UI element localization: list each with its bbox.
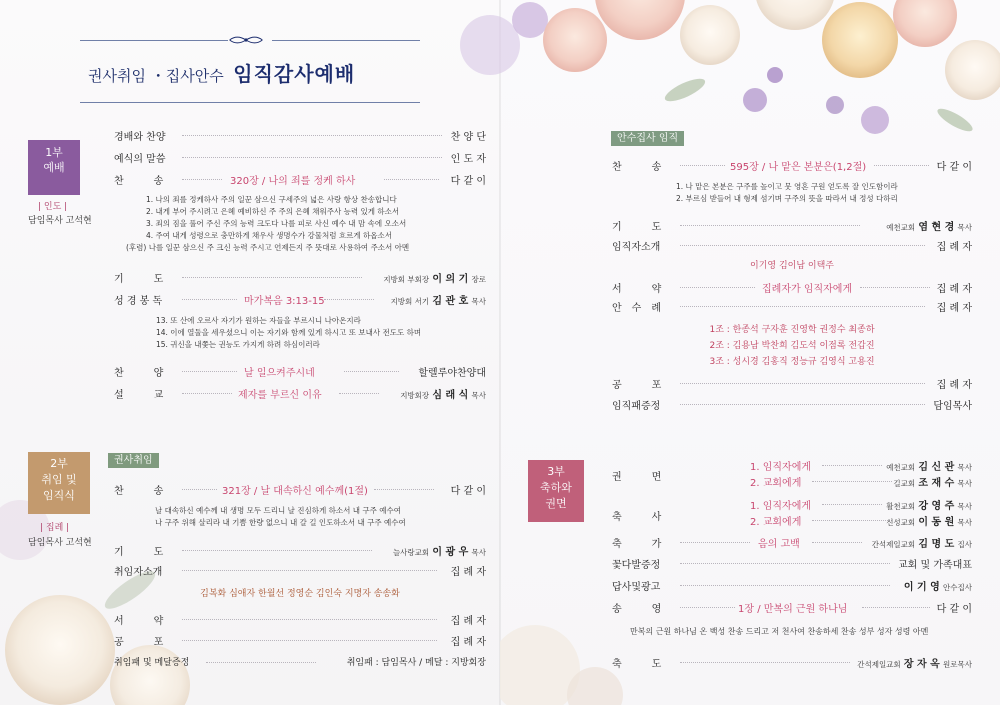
- leader-dots: [680, 563, 890, 564]
- row-label: 예식의 말씀: [114, 154, 166, 165]
- row-label: 취임패 및 메달증정: [114, 658, 190, 668]
- leader-dots: [860, 287, 930, 288]
- row-label: 공 포: [612, 380, 662, 391]
- leader-dots: [680, 585, 890, 586]
- row-sermon: 제자를 부르신 이유: [238, 390, 322, 401]
- leader-dots: [822, 465, 882, 466]
- row-right: 지방회장 심 래 식 목사: [400, 390, 486, 401]
- leader-dots: [339, 393, 379, 394]
- leader-dots: [680, 662, 850, 663]
- row-label: 서 약: [612, 284, 662, 295]
- part1-leader: 담임목사 고석현: [28, 216, 92, 226]
- row-label: 취임자소개: [114, 567, 163, 578]
- row-song-title: 음의 고백: [758, 539, 800, 550]
- page-title: [88, 58, 418, 87]
- lyric-line: 1. 나 맡은 본분은 구주를 높이고 뭇 영혼 구원 얻도록 잘 인도함이라: [676, 182, 898, 191]
- title-rule-right: [272, 40, 420, 41]
- leader-dots: [182, 135, 442, 136]
- leader-dots: [182, 489, 217, 490]
- row-label: 기 도: [612, 222, 662, 233]
- hymn-lyrics: [155, 505, 406, 529]
- group-line: 1조 : 한종석 구자훈 진영학 권정수 최종하: [709, 325, 875, 335]
- leader-dots: [680, 607, 735, 608]
- flower-decoration-top-right: [455, 0, 1000, 150]
- part3-tab: 3부 축하와 권면: [528, 460, 584, 522]
- leader-dots: [182, 393, 232, 394]
- leader-dots: [182, 550, 372, 551]
- row-right: 다 같 이: [450, 176, 486, 187]
- part1-tab: 1부 예배: [28, 140, 80, 195]
- leader-dots: [822, 504, 882, 505]
- row-right: 다 같 이: [936, 604, 972, 615]
- program-row: [114, 172, 486, 186]
- row-right: 교회 및 가족대표: [898, 560, 972, 571]
- row-label: 기 도: [114, 547, 164, 558]
- row-label: 성 경 봉 독: [114, 296, 163, 307]
- row-congrat-1: 1. 임직자에게: [750, 501, 812, 512]
- row-right: 할렐루야찬양대: [418, 368, 486, 379]
- ordination-groups: [612, 322, 972, 370]
- leader-dots: [874, 165, 929, 166]
- program-row: [612, 238, 972, 252]
- leader-dots: [680, 225, 860, 226]
- part2-leader-tag: | 집례 |: [40, 523, 70, 533]
- program-row: [612, 578, 972, 592]
- row-right: 예천교회 염 현 경 목사: [886, 222, 972, 233]
- hymn-refrain: (후렴) 나를 일꾼 삼으신 주 크신 능력 주시고 언제든지 주 뜻대로 사용하여 주소서 아멘: [126, 243, 410, 252]
- row-label: 서 약: [114, 616, 164, 627]
- program-row: [114, 270, 486, 284]
- program-row: [114, 150, 486, 164]
- row-hymn: 595장 / 나 맡은 본분은(1,2절): [730, 162, 867, 173]
- title-ornament-icon: [228, 34, 264, 46]
- row-right: 활천교회 강 영 주 목사: [886, 501, 972, 512]
- scripture-line: 15. 귀신을 내쫓는 권능도 가지게 하려 하심이러라: [156, 340, 320, 349]
- leader-dots: [182, 619, 437, 620]
- leader-dots: [374, 489, 434, 490]
- program-row: [612, 158, 972, 172]
- row-right: 늘사랑교회 이 광 우 목사: [392, 547, 486, 558]
- row-label: 축 가: [612, 539, 662, 550]
- row-right: 간석제일교회 장 자 옥 원로목사: [857, 659, 972, 670]
- leader-dots: [182, 277, 362, 278]
- program-row: [612, 218, 972, 232]
- leader-dots: [182, 371, 237, 372]
- leader-dots: [812, 542, 862, 543]
- leader-dots: [182, 299, 237, 300]
- program-row: [114, 364, 486, 378]
- lyric-line: 2. 내게 부어 주시려고 은혜 예비하신 주 주의 은혜 채워주사 능력 있게 하소서: [146, 207, 400, 216]
- program-row: [114, 128, 486, 142]
- doxology-lyrics: 만복의 근원 하나님 온 백성 찬송 드리고 저 천사여 찬송하세 찬송 성부 성자 성령 아멘: [630, 627, 929, 636]
- row-scripture: 마가복음 3:13-15: [244, 296, 325, 307]
- row-congrat-2: 2. 교회에게: [750, 517, 802, 528]
- row-exhort-2: 2. 교회에게: [750, 478, 802, 489]
- program-row: [612, 299, 972, 313]
- lyric-line: 나 구주 위해 살리라 내 기쁨 한량 없으니 내 갈 길 인도하소서 내 구주 예수여: [155, 518, 406, 527]
- kwonsa-names: 김복화 심애자 한월선 정영순 김인숙 지명자 송송화: [200, 589, 400, 599]
- lyric-line: 1. 나의 죄를 정케하사 주의 일꾼 삼으신 구세주의 넓은 사랑 항상 찬송합니다: [146, 195, 397, 204]
- title-rule-bottom: [80, 102, 420, 103]
- row-hymn: 320장 / 나의 죄를 정케 하사: [230, 176, 356, 187]
- row-label: 찬 송: [114, 486, 164, 497]
- row-right: 다 같 이: [450, 486, 486, 497]
- program-row: [612, 397, 972, 411]
- row-right: 인 도 자: [450, 154, 486, 165]
- section-tab-kwonsa: 권사취임: [108, 453, 159, 468]
- row-label: 경배와 찬양: [114, 132, 166, 143]
- leader-dots: [324, 299, 374, 300]
- leader-dots: [680, 404, 925, 405]
- row-right: 집 례 자: [450, 567, 486, 578]
- lyric-line: 날 대속하신 예수께 내 생명 모두 드리니 날 진심하게 하소서 내 구주 예수여: [155, 506, 401, 515]
- row-right: 집 례 자: [936, 242, 972, 253]
- row-label: 송 영: [612, 604, 662, 615]
- section-tab-deacon: 안수집사 임직: [611, 131, 684, 146]
- program-row: [114, 292, 486, 306]
- program-row: [612, 501, 972, 528]
- row-label: 찬 송: [114, 176, 164, 187]
- leader-dots: [862, 607, 930, 608]
- program-row: [114, 612, 486, 626]
- hymn-lyrics: [146, 194, 406, 242]
- row-right: 집 례 자: [936, 284, 972, 295]
- row-right: 간석제일교회 김 명 도 집사: [871, 539, 972, 550]
- row-label: 답사및광고: [612, 582, 661, 593]
- row-label: 찬 송: [612, 162, 662, 173]
- lyric-line: 2. 부르심 받들어 내 형제 섬기며 구주의 뜻을 따라서 내 정성 다하리: [676, 194, 898, 203]
- lyric-line: 3. 죄의 짐을 풀어 주신 주의 능력 크도다 나를 피로 사신 예수 내 맘 속에 오소서: [146, 219, 407, 228]
- row-label: 찬 양: [114, 368, 164, 379]
- program-row: [612, 280, 972, 294]
- row-doxology-hymn: 1장 / 만복의 근원 하나님: [738, 604, 848, 615]
- leader-dots: [680, 383, 925, 384]
- row-right: 지방회 부회장 이 의 기 장로: [383, 274, 486, 285]
- leader-dots: [182, 570, 437, 571]
- leader-dots: [812, 520, 892, 521]
- leader-dots: [680, 542, 750, 543]
- part2-tab: 2부 취임 및 임직식: [28, 452, 90, 514]
- row-label: 임직패증정: [612, 401, 661, 412]
- leader-dots: [680, 306, 925, 307]
- row-vow-text: 집례자가 임직자에게: [762, 284, 853, 295]
- row-label: 권 면: [612, 472, 662, 483]
- flower-decoration-bottom-right: [500, 560, 630, 705]
- leader-dots: [680, 245, 925, 246]
- row-label: 공 포: [114, 637, 164, 648]
- leader-dots: [384, 179, 439, 180]
- program-row: [114, 633, 486, 647]
- scripture-line: 13. 또 산에 오르사 자기가 원하는 자들을 부르시니 나아온지라: [156, 316, 361, 325]
- program-row: [114, 482, 486, 496]
- row-exhort-1: 1. 임직자에게: [750, 462, 812, 473]
- row-label: 임직자소개: [612, 242, 661, 253]
- row-right: 다 같 이: [936, 162, 972, 173]
- row-right: 길교회 조 재 수 목사: [893, 478, 972, 489]
- lyric-line: 4. 주여 내게 성령으로 충만하게 채우사 생명수가 강물처럼 흐르게 하옵소서: [146, 231, 392, 240]
- leader-dots: [680, 165, 725, 166]
- row-right: 이 기 영 안수집사: [903, 582, 972, 593]
- group-line: 2조 : 김용남 박찬희 김도석 이점록 전갑진: [709, 341, 875, 351]
- leader-dots: [182, 640, 437, 641]
- row-right: 집 례 자: [450, 616, 486, 627]
- program-row: [612, 600, 972, 614]
- program-row: [612, 556, 972, 570]
- program-row: [612, 535, 972, 549]
- program-row: [612, 462, 972, 489]
- program-row: [114, 386, 486, 400]
- row-label: 안 수 례: [612, 303, 661, 314]
- row-right: 담임목사: [933, 401, 972, 412]
- leader-dots: [680, 287, 755, 288]
- row-label: 설 교: [114, 390, 164, 401]
- leader-dots: [344, 371, 399, 372]
- program-row: [114, 543, 486, 557]
- row-right: 집 례 자: [450, 637, 486, 648]
- part1-leader-tag: | 인도 |: [38, 202, 68, 212]
- row-right: 찬 양 단: [450, 132, 486, 143]
- row-right: 집 례 자: [936, 303, 972, 314]
- program-row: [114, 655, 486, 669]
- row-label: 축 도: [612, 659, 662, 670]
- hymn-lyrics: [676, 181, 898, 205]
- program-row: [612, 655, 972, 669]
- row-right: 신성교회 이 동 원 목사: [886, 517, 972, 528]
- leader-dots: [182, 179, 222, 180]
- row-right: 집 례 자: [936, 380, 972, 391]
- deacon-names: 이기영 김이남 이택주: [750, 261, 834, 271]
- group-line: 3조 : 성시경 김홍직 정능규 김영식 고용진: [709, 357, 875, 367]
- row-right: 예천교회 김 신 관 목사: [886, 462, 972, 473]
- row-label: 꽃다발증정: [612, 560, 661, 571]
- program-row: [612, 376, 972, 390]
- title-rule-left: [80, 40, 228, 41]
- part2-leader: 담임목사 고석현: [28, 538, 92, 548]
- row-label: 기 도: [114, 274, 164, 285]
- program-row: [114, 563, 486, 577]
- scripture-line: 14. 이에 열둘을 세우셨으니 이는 자기와 함께 있게 하시고 또 보내사 전도도 하며: [156, 328, 422, 337]
- leader-dots: [206, 662, 316, 663]
- row-hymn: 321장 / 날 대속하신 예수께(1절): [222, 486, 368, 497]
- row-right: 취임패 : 담임목사 / 메달 : 지방회장: [346, 658, 486, 668]
- leader-dots: [182, 157, 442, 158]
- row-label: 축 사: [612, 512, 662, 523]
- scripture-text: [156, 315, 421, 351]
- row-anthem: 날 일으켜주시네: [244, 368, 315, 379]
- row-right: 지방회 서기 김 관 호 목사: [390, 296, 486, 307]
- title-prefix: 권사취임 ・집사안수: [88, 67, 224, 85]
- title-main: 임직감사예배: [233, 62, 356, 86]
- leader-dots: [812, 481, 892, 482]
